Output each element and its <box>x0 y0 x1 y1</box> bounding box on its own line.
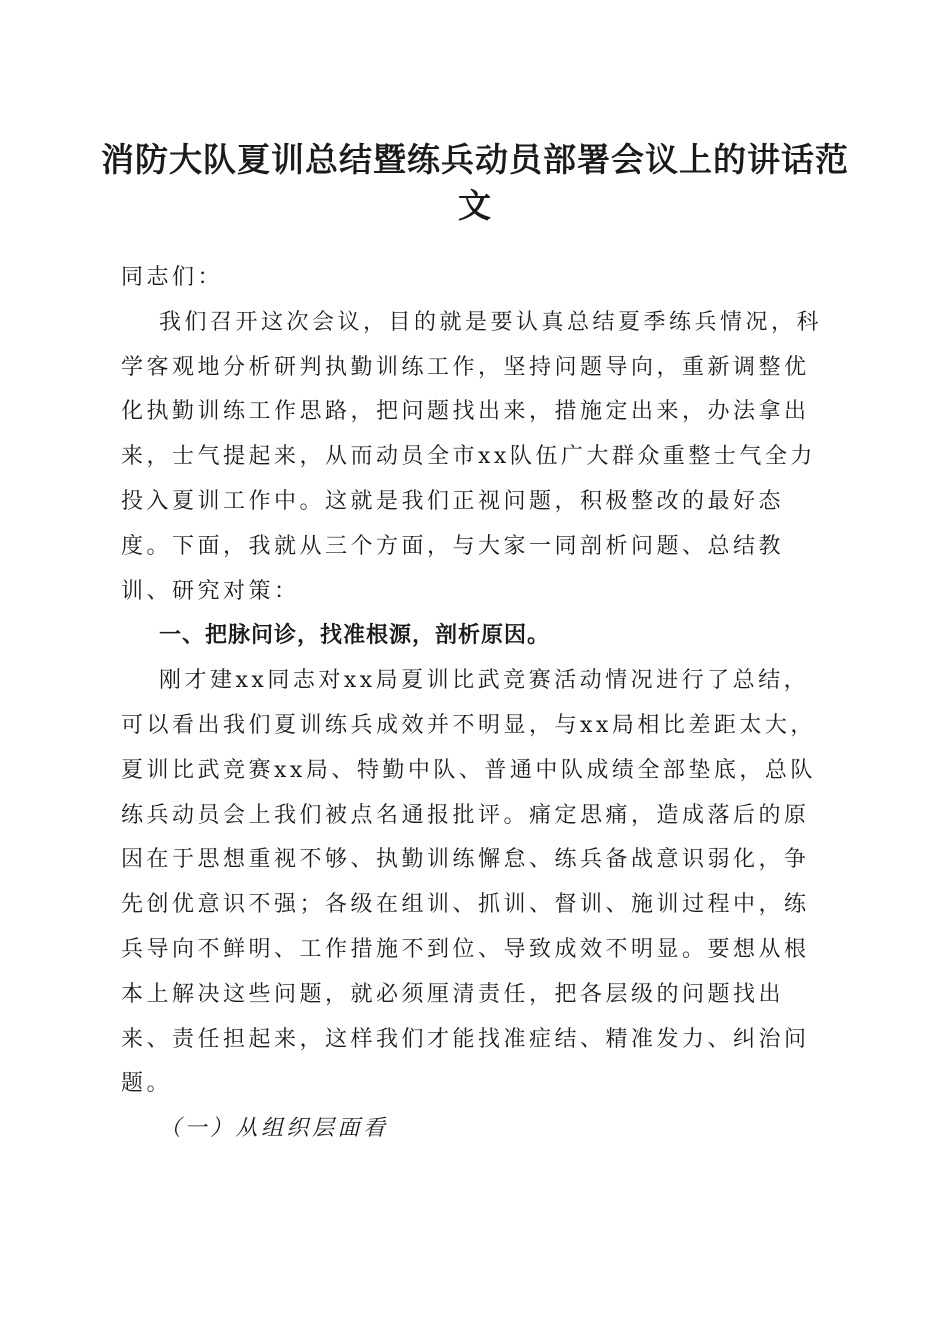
section-heading-1: 一、把脉问诊，找准根源，剖析原因。 <box>159 623 551 649</box>
intro-paragraph: 我们召开这次会议，目的就是要认真总结夏季练兵情况，科学客观地分析研判执勤训练工作，坚持问题导向，重新调整优化执勤训练工作思路，把问题找出来，措施定出来，办法拿出来，士气提起来，从而动员全市xx队伍广大群众重整士气全力投入夏训工作中。这就是我们正视问题，积极整改的最好态度。下面，我就从三个方面，与大家一同剖析问题、总结教训、研究对策： <box>121 309 823 604</box>
section-1-paragraph: 刚才建xx同志对xx局夏训比武竞赛活动情况进行了总结，可以看出我们夏训练兵成效并不明显，与xx局相比差距太大，夏训比武竞赛xx局、特勤中队、普通中队成绩全部垫底，总队练兵动员会上我们被点名通报批评。痛定思痛，造成落后的原因在于思想重视不够、执勤训练懈怠、练兵备战意识弱化，争先创优意识不强；各级在组训、抓训、督训、施训过程中，练兵导向不鲜明、工作措施不到位、导致成效不明显。要想从根本上解决这些问题，就必须厘清责任，把各层级的问题找出来、责任担起来，这样我们才能找准症结、精准发力、纠治问题。 <box>121 668 816 1097</box>
salutation: 同志们： <box>121 265 224 290</box>
document-title: 消防大队夏训总结暨练兵动员部署会议上的讲话范文 <box>101 140 849 225</box>
subsection-heading-1: （一）从组织层面看 <box>159 1116 389 1142</box>
document-body <box>121 256 833 1152</box>
